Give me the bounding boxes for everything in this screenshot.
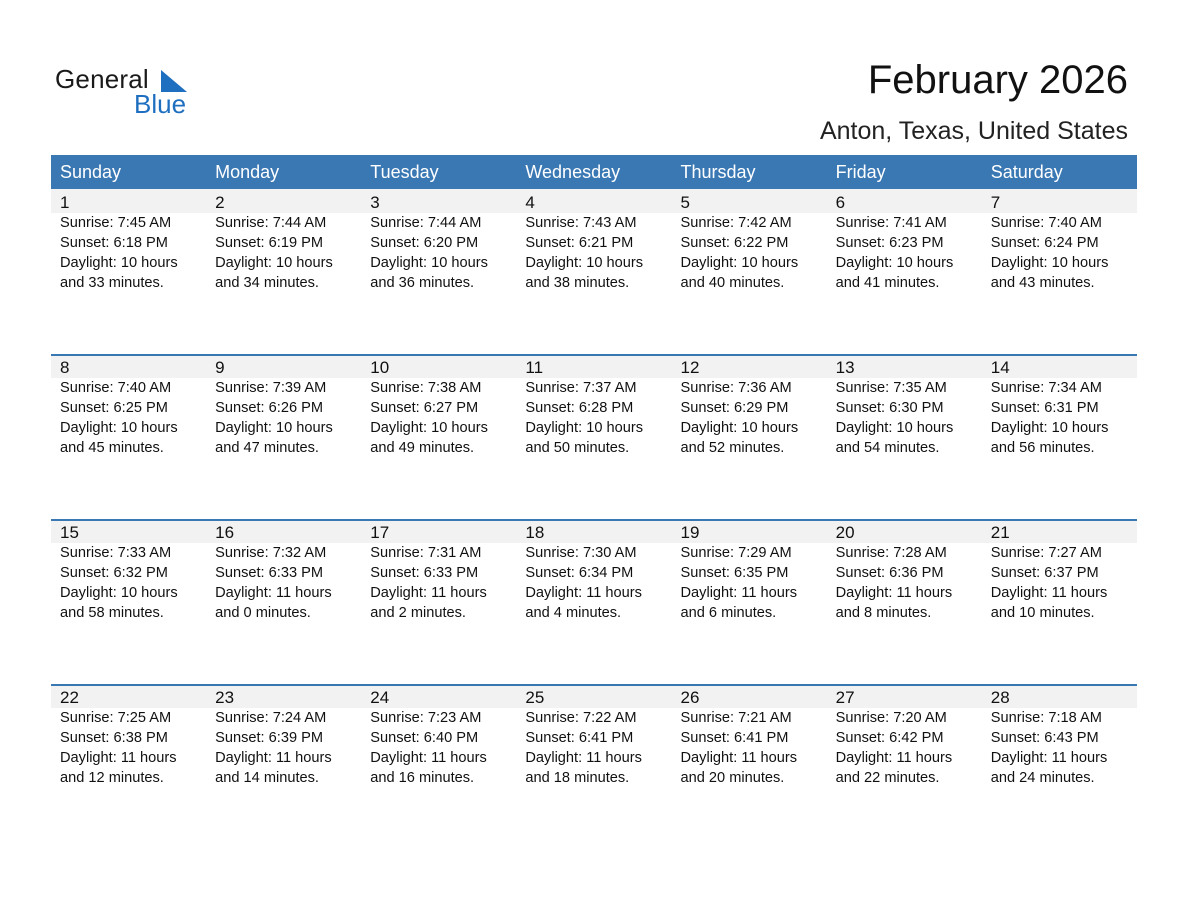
day-cell — [672, 684, 827, 788]
day-cell — [672, 519, 827, 623]
day-number: 17 — [370, 523, 390, 542]
daylight-hours-text: Daylight: 10 hours — [60, 255, 178, 271]
day-cell — [827, 354, 982, 458]
sunset-text: Sunset: 6:31 PM — [990, 400, 1099, 416]
day-number: 1 — [60, 193, 70, 212]
day-cell — [206, 519, 361, 623]
daylight-hours-text: Daylight: 10 hours — [525, 420, 644, 436]
calendar-grid — [51, 155, 1137, 849]
daylight-hours-text: Daylight: 11 hours — [525, 750, 642, 766]
day-cell — [672, 354, 827, 458]
sunrise-text: Sunrise: 7:22 AM — [525, 710, 637, 726]
daylight-minutes-text: and 8 minutes. — [835, 605, 932, 621]
sunrise-text: Sunrise: 7:30 AM — [525, 545, 637, 561]
daylight-minutes-text: and 12 minutes. — [60, 770, 164, 786]
day-cell — [516, 189, 671, 293]
day-number: 16 — [215, 523, 235, 542]
sunrise-text: Sunrise: 7:32 AM — [215, 545, 327, 561]
sunrise-text: Sunrise: 7:38 AM — [370, 380, 482, 396]
sunset-text: Sunset: 6:18 PM — [60, 235, 168, 251]
sunset-text: Sunset: 6:20 PM — [370, 235, 479, 251]
day-cell — [51, 354, 206, 458]
daylight-hours-text: Daylight: 11 hours — [525, 585, 642, 601]
daylight-hours-text: Daylight: 10 hours — [835, 420, 954, 436]
sunset-text: Sunset: 6:41 PM — [525, 730, 634, 746]
day-number: 15 — [60, 523, 79, 542]
sunrise-text: Sunrise: 7:41 AM — [835, 215, 947, 231]
day-cell — [827, 519, 982, 623]
brand-logo — [55, 62, 205, 122]
day-number: 7 — [990, 193, 1001, 212]
sunrise-text: Sunrise: 7:20 AM — [835, 710, 947, 726]
sunset-text: Sunset: 6:28 PM — [525, 400, 634, 416]
daylight-hours-text: Daylight: 11 hours — [215, 585, 332, 601]
daylight-hours-text: Daylight: 11 hours — [370, 585, 487, 601]
sunset-text: Sunset: 6:40 PM — [370, 730, 479, 746]
weekday-sunday: Sunday — [60, 162, 122, 182]
weekday-friday: Friday — [835, 162, 886, 182]
daylight-hours-text: Daylight: 11 hours — [680, 585, 798, 601]
day-cell — [51, 519, 206, 623]
day-number: 22 — [60, 688, 79, 707]
sunset-text: Sunset: 6:19 PM — [215, 235, 324, 251]
sunset-text: Sunset: 6:33 PM — [215, 565, 324, 581]
daylight-hours-text: Daylight: 10 hours — [370, 420, 488, 436]
daylight-minutes-text: and 58 minutes. — [60, 605, 164, 621]
sunrise-text: Sunrise: 7:37 AM — [525, 380, 637, 396]
sunrise-text: Sunrise: 7:28 AM — [835, 545, 947, 561]
day-number: 27 — [835, 688, 855, 707]
daylight-hours-text: Daylight: 10 hours — [680, 255, 799, 271]
day-number: 11 — [525, 358, 544, 377]
sunrise-text: Sunrise: 7:23 AM — [370, 710, 482, 726]
weekday-monday: Monday — [215, 162, 280, 182]
daylight-minutes-text: and 41 minutes. — [835, 275, 940, 291]
week-row — [51, 189, 1137, 354]
sunset-text: Sunset: 6:22 PM — [680, 235, 789, 251]
day-number: 13 — [835, 358, 855, 377]
daylight-hours-text: Daylight: 11 hours — [835, 750, 953, 766]
day-number: 25 — [525, 688, 545, 707]
sunrise-text: Sunrise: 7:21 AM — [680, 710, 792, 726]
daylight-hours-text: Daylight: 10 hours — [990, 255, 1109, 271]
day-number: 9 — [215, 358, 225, 377]
day-number: 23 — [215, 688, 235, 707]
daylight-hours-text: Daylight: 11 hours — [990, 750, 1108, 766]
daylight-hours-text: Daylight: 11 hours — [60, 750, 177, 766]
location-subtitle: Anton, Texas, United States — [819, 117, 1128, 145]
daylight-hours-text: Daylight: 10 hours — [525, 255, 644, 271]
daylight-minutes-text: and 22 minutes. — [835, 770, 940, 786]
daylight-minutes-text: and 43 minutes. — [990, 275, 1095, 291]
calendar-weeks — [51, 189, 1137, 849]
day-cell — [206, 684, 361, 788]
sunrise-text: Sunrise: 7:33 AM — [60, 545, 172, 561]
sunset-text: Sunset: 6:38 PM — [60, 730, 168, 746]
week-row — [51, 519, 1137, 684]
daylight-hours-text: Daylight: 10 hours — [835, 255, 954, 271]
sunrise-text: Sunrise: 7:34 AM — [990, 380, 1102, 396]
daylight-hours-text: Daylight: 11 hours — [215, 750, 332, 766]
day-cell — [516, 354, 671, 458]
sunrise-text: Sunrise: 7:29 AM — [680, 545, 792, 561]
sunset-text: Sunset: 6:36 PM — [835, 565, 944, 581]
daylight-minutes-text: and 0 minutes. — [215, 605, 311, 621]
sunrise-text: Sunrise: 7:44 AM — [215, 215, 327, 231]
daylight-minutes-text: and 45 minutes. — [60, 440, 164, 456]
daylight-hours-text: Daylight: 10 hours — [215, 420, 333, 436]
day-number: 2 — [215, 193, 225, 212]
daylight-minutes-text: and 40 minutes. — [680, 275, 785, 291]
daylight-minutes-text: and 20 minutes. — [680, 770, 785, 786]
daylight-minutes-text: and 56 minutes. — [990, 440, 1095, 456]
daylight-minutes-text: and 14 minutes. — [215, 770, 319, 786]
day-number: 10 — [370, 358, 390, 377]
day-number: 28 — [990, 688, 1010, 707]
day-number: 20 — [835, 523, 855, 542]
day-cell — [982, 684, 1137, 788]
logo-text-general: General — [55, 64, 149, 94]
day-cell — [206, 189, 361, 293]
day-number: 26 — [680, 688, 700, 707]
day-cell — [51, 189, 206, 293]
daylight-hours-text: Daylight: 10 hours — [370, 255, 488, 271]
sunrise-text: Sunrise: 7:45 AM — [60, 215, 172, 231]
sunset-text: Sunset: 6:30 PM — [835, 400, 944, 416]
weekday-wednesday: Wednesday — [525, 162, 621, 182]
day-cell — [827, 189, 982, 293]
day-cell — [51, 684, 206, 788]
daylight-minutes-text: and 50 minutes. — [525, 440, 630, 456]
day-cell — [516, 519, 671, 623]
sunrise-text: Sunrise: 7:44 AM — [370, 215, 482, 231]
sunset-text: Sunset: 6:21 PM — [525, 235, 634, 251]
daylight-minutes-text: and 38 minutes. — [525, 275, 630, 291]
sunset-text: Sunset: 6:23 PM — [835, 235, 944, 251]
sunset-text: Sunset: 6:33 PM — [370, 565, 479, 581]
daylight-hours-text: Daylight: 10 hours — [680, 420, 799, 436]
sunset-text: Sunset: 6:24 PM — [990, 235, 1099, 251]
daylight-hours-text: Daylight: 10 hours — [60, 420, 178, 436]
daylight-minutes-text: and 24 minutes. — [990, 770, 1095, 786]
sunrise-text: Sunrise: 7:42 AM — [680, 215, 792, 231]
daylight-hours-text: Daylight: 11 hours — [990, 585, 1108, 601]
daylight-minutes-text: and 54 minutes. — [835, 440, 940, 456]
daylight-minutes-text: and 52 minutes. — [680, 440, 785, 456]
sunset-text: Sunset: 6:35 PM — [680, 565, 789, 581]
day-cell — [516, 684, 671, 788]
day-number: 19 — [680, 523, 700, 542]
day-cell — [361, 519, 516, 623]
sunset-text: Sunset: 6:25 PM — [60, 400, 168, 416]
day-number: 6 — [835, 193, 846, 212]
day-number: 12 — [680, 358, 700, 377]
sunrise-text: Sunrise: 7:18 AM — [990, 710, 1102, 726]
day-number: 24 — [370, 688, 390, 707]
day-number: 14 — [990, 358, 1010, 377]
daylight-minutes-text: and 4 minutes. — [525, 605, 622, 621]
sunset-text: Sunset: 6:27 PM — [370, 400, 479, 416]
weekday-tuesday: Tuesday — [370, 162, 439, 182]
sunset-text: Sunset: 6:39 PM — [215, 730, 324, 746]
daylight-minutes-text: and 47 minutes. — [215, 440, 319, 456]
sunrise-text: Sunrise: 7:39 AM — [215, 380, 327, 396]
daylight-hours-text: Daylight: 10 hours — [990, 420, 1109, 436]
daylight-hours-text: Daylight: 10 hours — [215, 255, 333, 271]
day-cell — [361, 189, 516, 293]
sunset-text: Sunset: 6:26 PM — [215, 400, 324, 416]
daylight-hours-text: Daylight: 11 hours — [680, 750, 798, 766]
day-cell — [982, 189, 1137, 293]
day-cell — [361, 354, 516, 458]
sunrise-text: Sunrise: 7:24 AM — [215, 710, 327, 726]
weekday-header — [51, 155, 1137, 189]
day-cell — [672, 189, 827, 293]
day-number: 4 — [525, 193, 535, 212]
sunset-text: Sunset: 6:34 PM — [525, 565, 634, 581]
daylight-hours-text: Daylight: 10 hours — [60, 585, 178, 601]
day-number: 18 — [525, 523, 545, 542]
week-row — [51, 684, 1137, 849]
sunset-text: Sunset: 6:29 PM — [680, 400, 789, 416]
sunrise-text: Sunrise: 7:36 AM — [680, 380, 792, 396]
day-number: 3 — [370, 193, 380, 212]
weekday-thursday: Thursday — [680, 162, 756, 182]
daylight-minutes-text: and 2 minutes. — [370, 605, 466, 621]
day-cell — [982, 354, 1137, 458]
page-title: February 2026 — [867, 58, 1128, 102]
logo-text-blue: Blue — [134, 89, 187, 119]
daylight-minutes-text: and 36 minutes. — [370, 275, 475, 291]
daylight-hours-text: Daylight: 11 hours — [835, 585, 953, 601]
day-cell — [206, 354, 361, 458]
sunset-text: Sunset: 6:41 PM — [680, 730, 789, 746]
day-cell — [361, 684, 516, 788]
daylight-minutes-text: and 18 minutes. — [525, 770, 630, 786]
sunset-text: Sunset: 6:42 PM — [835, 730, 944, 746]
day-number: 21 — [990, 523, 1010, 542]
sunrise-text: Sunrise: 7:27 AM — [990, 545, 1102, 561]
sunset-text: Sunset: 6:37 PM — [990, 565, 1099, 581]
sunrise-text: Sunrise: 7:40 AM — [60, 380, 172, 396]
sunrise-text: Sunrise: 7:25 AM — [60, 710, 172, 726]
daylight-hours-text: Daylight: 11 hours — [370, 750, 487, 766]
day-number: 5 — [680, 193, 690, 212]
sunrise-text: Sunrise: 7:35 AM — [835, 380, 947, 396]
sunrise-text: Sunrise: 7:43 AM — [525, 215, 637, 231]
sunset-text: Sunset: 6:43 PM — [990, 730, 1099, 746]
daylight-minutes-text: and 6 minutes. — [680, 605, 777, 621]
day-cell — [982, 519, 1137, 623]
daylight-minutes-text: and 49 minutes. — [370, 440, 475, 456]
week-row — [51, 354, 1137, 519]
weekday-saturday: Saturday — [990, 162, 1063, 182]
sunrise-text: Sunrise: 7:40 AM — [990, 215, 1102, 231]
sunset-text: Sunset: 6:32 PM — [60, 565, 168, 581]
daylight-minutes-text: and 16 minutes. — [370, 770, 475, 786]
daylight-minutes-text: and 34 minutes. — [215, 275, 319, 291]
day-cell — [827, 684, 982, 788]
daylight-minutes-text: and 33 minutes. — [60, 275, 164, 291]
day-number: 8 — [60, 358, 70, 377]
sunrise-text: Sunrise: 7:31 AM — [370, 545, 482, 561]
daylight-minutes-text: and 10 minutes. — [990, 605, 1095, 621]
